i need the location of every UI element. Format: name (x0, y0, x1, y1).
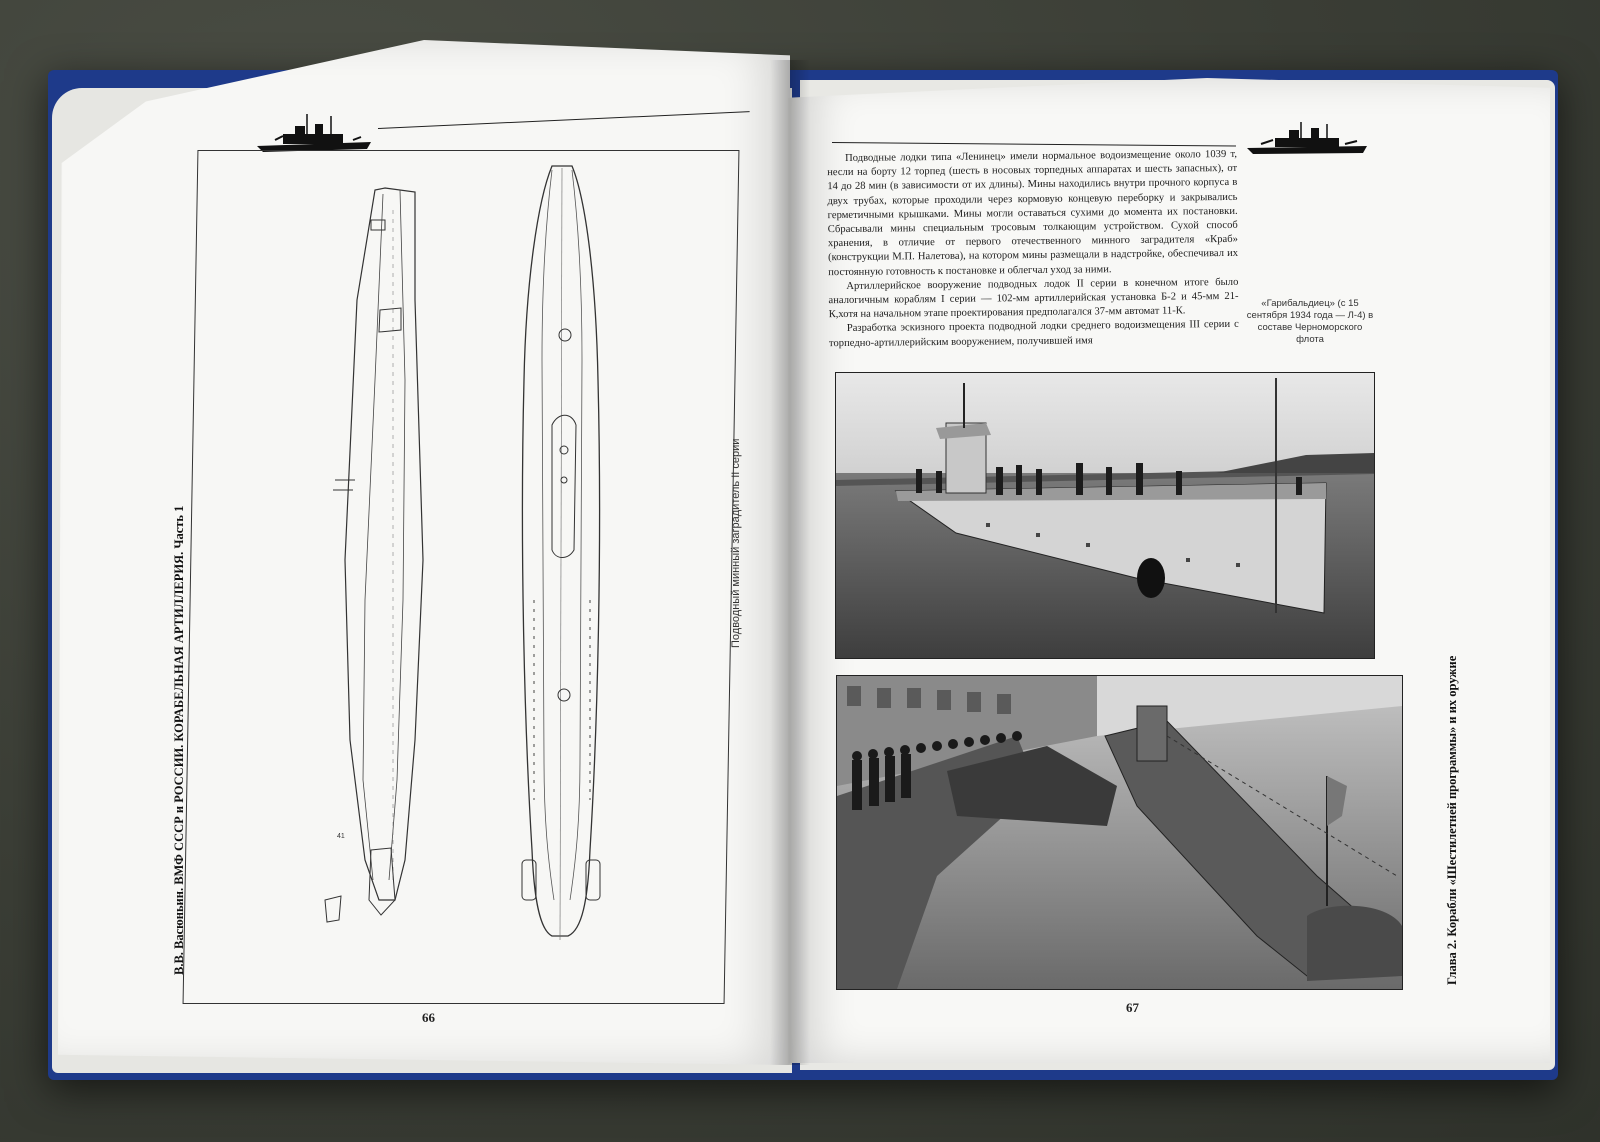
submarine-top-view-drawing (512, 160, 612, 950)
left-running-title: В.В. Васюньин. ВМФ СССР и РОССИИ. КОРАБЕЛЬНАЯ АРТИЛЛЕРИЯ. Часть 1 (172, 505, 186, 975)
paragraph-1: Подводные лодки типа «Ленинец» имели нормальное водоизмещение около 1039 т, несли на борту 12 торпед (шесть в носовых торпедных аппаратах и шесть запасных), от 14 до 28 мин (в зависимости от их длины). Мины находились внутри прочного корпуса в двух трубах, которые проходили через кормовую концевую переборку и закрывались герметичными крышками. Мины могли оставаться сухими до момента их постановки. Сбрасывали мины специальным тросовым толкающим устройством. Сухой способ хранения, в отличие от первого отечественного минного заградителя «Краб» (конструкции М.П. Налетова), на котором мины размещали в надстройке, обеспечивал их постоянную готовность к постановке и облегчал уход за ними. (827, 148, 1239, 278)
right-page-number: 67 (1126, 1000, 1139, 1015)
right-running-title: Глава 2. Корабли «Шестилетней программы» и их оружие (1445, 655, 1459, 985)
warship-silhouette-icon (255, 112, 373, 154)
left-page-number: 66 (422, 1010, 435, 1025)
submarine-photo-1 (835, 372, 1375, 659)
paragraph-3: Разработка эскизного проекта подводной лодки среднего водоизмещения III серии с торпедно-артиллерийским вооружением, получившей имя (828, 319, 1239, 349)
svg-text:41: 41 (337, 833, 345, 840)
warship-silhouette-icon (1245, 122, 1369, 158)
submarine-photo-2 (836, 675, 1403, 990)
book-gutter (770, 60, 810, 1065)
submarine-drawing-frame (183, 150, 740, 1004)
photo-caption: «Гарибальдиец» (с 15 сентября 1934 года — Л-4) в составе Черноморского флота (1246, 298, 1374, 345)
submarine-side-view-drawing (305, 180, 445, 940)
drawing-caption: Подводный минный заградитель II серии (730, 438, 742, 648)
article-text (827, 148, 1239, 351)
paragraph-2: Артиллерийское вооружение подводных лодок II серии в конечном итоге было аналогичным кораблям I серии — 102-мм артиллерийская установка Б-2 и 45-мм 21-К,хотя на начальном этапе проектирования предполагался 37-мм автомат 11-К. (828, 276, 1239, 321)
